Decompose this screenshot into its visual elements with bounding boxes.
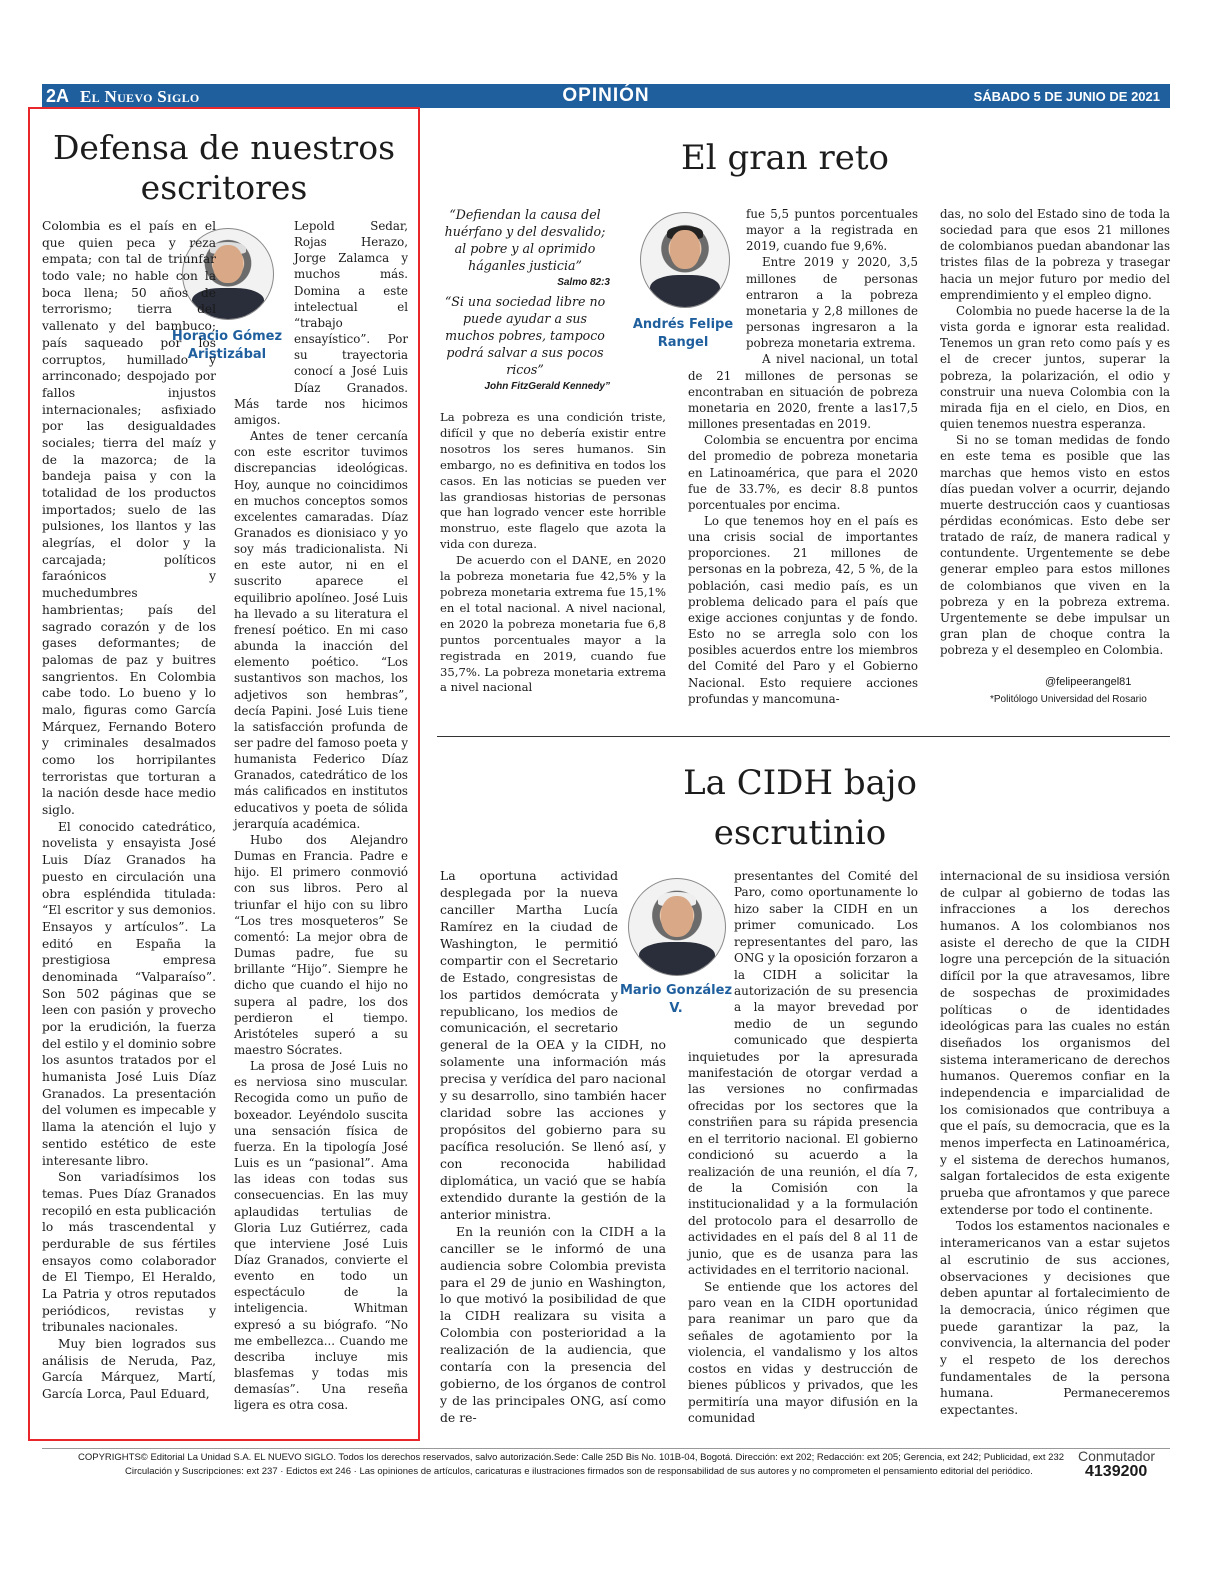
article3-column-1 (440, 868, 666, 1427)
paragraph: La prosa de José Luis no es nerviosa sino muscular. Recogida como un puño de boxeador. Leyéndolo suscita una sensación física de fuerza. En la tipología José Luis es un “pasional”. Ama las ideas con todas sus consecuencias. En las muy aplaudidas tertulias de Gloria Luz Gutiérrez, cada que interviene José Luis Díaz Granados, convierte el evento en todo un espectáculo de la inteligencia. Whitman expresó a su biógrafo. “No me embellezca... Cuando me describa incluye mis blasfemas y todas mis demasías”. Una reseña ligera es otra cosa. (234, 1059, 408, 1413)
issue-date: SÁBADO 5 DE JUNIO DE 2021 (973, 89, 1160, 104)
epigraph-source: Salmo 82:3 (557, 277, 610, 288)
article2-column-3 (940, 206, 1170, 658)
paragraph: das, no solo del Estado sino de toda la sociedad para que esos 21 millones de colombianos puedan abandonar las tristes filas de la pobreza y trasegar hacia un mejor futuro por medio del emprendimiento y el empleo digno. (940, 207, 1170, 302)
article-title-gran-reto: El gran reto (680, 138, 889, 178)
section-title: OPINIÓN (562, 85, 650, 106)
divider (437, 736, 1170, 737)
article3-column-3 (940, 868, 1170, 1419)
paragraph: Colombia no puede hacerse la de la vista gorda e ignorar esta realidad. Tenemos un gran reto como país y es el de crecer juntos, superar la pobreza, la polarización, el odio y construir una nueva Colombia con la mirada fija en el cielo, en Dios, en quien tenemos nuestra esperanza. (940, 303, 1170, 432)
article-title-cidh: La CIDH bajo escrutinio (683, 763, 917, 853)
footer-rule (42, 1448, 1170, 1449)
paragraph: De acuerdo con el DANE, en 2020 la pobreza monetaria fue 42,5% y la pobreza monetaria extrema fue 15,1% en el total nacional. A nivel nacional, en 2020 la pobreza monetaria fue 6,8 puntos porcentuales mayor a la registrada en 2019, cuando fue 35,7%. La pobreza monetaria extrema a nivel nacional (440, 553, 666, 695)
paragraph: El conocido catedrático, novelista y ensayista José Luis Díaz Granados ha puesto en circulación una obra espléndida titulada: “El escritor y sus demonios. Ensayos y artículos”. La editó en España la prestigiosa empresa denominada “Valparaíso”. Son 502 páginas que se leen con pasión y provecho por la erudición, la fuerza del estilo y el dominio sobre los asuntos tratados por el humanista José Luis Díaz Granados. La presentación del volumen es impecable y llama la atención el lujo y sentido estético de este interesante libro. (42, 819, 216, 1168)
paragraph: presentantes del Comité del Paro, como oportunamente lo hizo saber la CIDH en un primer comunicado. Los representantes del paro, las ONG y la oposición forzaron a la CIDH a solicitar la autorización de su presencia a la mayor brevedad por medio de un segundo comunicado que despierta inquietudes por la apresurada manifestación de otorgar verdad a las versiones no confirmadas ofrecidas por los sectores que la constriñen para su rápida presencia en el territorio nacional. El gobierno condicionó su acuerdo a la realización de una reunión, el día 7, de la Comisión con la institucionalidad y a la formulación del protocolo para el desarrollo de actividades en el país del 8 al 11 de junio, que es de usanza para las actividades en el territorio nacional. (688, 869, 918, 1278)
photo-float-spacer (618, 868, 666, 1036)
paragraph: La pobreza es una condición triste, difícil y que no debería existir entre nosotros los seres humanos. Sin embargo, no es definitiva en todos los casos. En las noticias se pueden ver las grandiosas historias de personas que han logrado vencer este horrible monstruo, este flagelo que azota la vida con dureza. (440, 410, 666, 552)
paragraph: En la reunión con la CIDH a la canciller se le informó de una audiencia sobre Colombia prevista para el 29 de junio en Washington, lo que motivó la posibilidad de que la CIDH realizara su visita a Colombia con posterioridad a la realización de la audiencia, que contaría con la presencia del gobierno, de los órganos de control y de las principales ONG, así como de re- (440, 1223, 666, 1425)
paragraph: Lo que tenemos hoy en el país es una crisis social de importantes proporciones. 21 millones de personas en la pobreza, 42, 5 %, de la población, casi medio país, es un problema delicado para el país que exige acciones conjuntas y de fondo. Esto no se arregla solo con los posibles acuerdos entre los miembros del Comité del Paro y el Gobierno Nacional. Esto requiere acciones profundas y mancomuna- (688, 513, 918, 706)
article-title-defensa: Defensa de nuestros escritores (52, 128, 396, 207)
footer-copyright: COPYRIGHTS© Editorial La Unidad S.A. EL NUEVO SIGLO. Todos los derechos reservados, salvo autorización.Sede: Calle 25D Bis No. 101B-04, Bogotá. Dirección: ext 202; Redacción: ext 205; Gerencia, ext 242; Publicidad, ext 232 (78, 1452, 1065, 1463)
author-twitter: @felipeerangel81 (1045, 676, 1132, 688)
switchboard-number: 4139200 (1085, 1463, 1148, 1480)
paragraph: Son variadísimos los temas. Pues Díaz Granados recopiló en esta publicación lo más trascendental y perdurable de sus fértiles ensayos como colaborador de El Tiempo, El Heraldo, La Patria y otros reputados periódicos, revistas y tribunales nacionales. (42, 1170, 216, 1335)
author-name-gonzalez: Mario González V. (619, 983, 733, 1016)
footer-disclaimer: Circulación y Suscripciones: ext 237 · Edictos ext 246 · Las opiniones de artículos, caricaturas e ilustraciones firmados son de responsabilidad de sus autores y no comprometen el pensamiento editorial del periódico. (125, 1466, 1033, 1477)
paragraph: Colombia se encuentra por encima del promedio de pobreza monetaria en Latinoamérica, que para el 2020 fue de 33.7%, es decir 8.8 puntos porcentuales por encima. (688, 433, 918, 512)
paragraph: fue 5,5 puntos porcentuales mayor a la registrada en 2019, cuando fue 9,6%. (746, 207, 918, 254)
paragraph: Lepold Sedar, Rojas Herazo, Jorge Zalamca y muchos más. Domina a este intelectual el “trabajo ensayístico”. Por su trayectoria conocí a José Luis Díaz Granados. Más tarde nos hicimos amigos. (234, 219, 408, 427)
section-header-bar (42, 84, 1170, 108)
article1-column-2 (234, 218, 408, 1414)
page-number: 2A (46, 86, 70, 106)
paragraph: internacional de su insidiosa versión de culpar al gobierno de todas las infracciones a los derechos humanos. A los colombianos nos asiste el derecho de que la CIDH logre una percepción de la situación difícil por la que atravesamos, libre de sospechas de proximidades políticas o de identidades ideológicas para las cuales no están diseñados los organismos del sistema interamericano de derechos humanos. Queremos confiar en la independencia e imparcialidad de los comisionados que contribuya a que el país, su democracia, que es la menos imperfecta en Latinoamérica, y el sistema de derechos humanos, salgan fortalecidos de esta exigente prueba que afrontamos y que parece extenderse por todo el continente. (940, 869, 1170, 1217)
paragraph: A nivel nacional, un total de 21 millones de personas se encontraban en situación de pobreza monetaria en 2020, frente a las17,5 millones presentadas en 2019. (688, 352, 918, 432)
article2-column-1 (440, 410, 666, 696)
author-name-rangel: Andrés Felipe Rangel (632, 317, 734, 350)
epigraph-text: “Defiendan la causa del huérfano y del desvalido; al pobre y al oprimido háganles justicia” (444, 207, 606, 273)
paragraph: Se entiende que los actores del paro vean en la CIDH oportunidad para reanimar un paro que da señales de agotamiento por la violencia, el vandalismo y los altos costos en vidas y destrucción de bienes públicos y privados, que les permitiría una mayor difusión en la comunidad (688, 1279, 918, 1425)
photo-float-spacer (688, 868, 734, 1036)
author-credit: *Politólogo Universidad del Rosario (990, 694, 1147, 705)
photo-float-spacer (230, 218, 294, 390)
paragraph: Colombia es el país en el que quien peca y reza empata; con tal de triunfar todo vale; no hable con la boca llena; 50 años de terrorismo; tierra del vallenato y del bambuco; país saqueado por los corruptos, humillado y arrinconado; despojado por fallos injustos internacionales; asfixiado por las desigualdades sociales; tierra del maíz y de la mazorca; de la bandeja paisa y con la totalidad de los productos importados; suelo de las pulsiones, los llantos y las alegrías, el dolor y la carcajada; políticos faraónicos y muchedumbres hambrientas; país del sagrado corazón y de los gases deformantes; de palomas de paz y buitres sangrientos. En Colombia cabe todo. Lo bueno y lo malo, figuras como García Márquez, Fernando Botero y criminales desalmados como los horripilantes terroristas que torturan a la nación desde hace medio siglo. (42, 219, 216, 818)
article1-column-1 (42, 218, 216, 1403)
paragraph: Muy bien logrados sus análisis de Neruda, Paz, García Márquez, Martí, García Lorca, Paul Eduard, (42, 1337, 216, 1402)
paragraph: La oportuna actividad desplegada por la nueva canciller Martha Lucía Ramírez en la ciudad de Washington, le permitió compartir con el Secretario de Estado, congresistas de los partidos demócrata y republicano, los medios de comunicación, el secretario general de la OEA y la CIDH, no solamente una información más precisa y verídica del paro nacional y su desarrollo, sino también hacer claridad sobre las acciones y propósitos del gobierno para su pacífica resolución. Se llenó así, y con reconocida habilidad diplomática, un vació que se había extendido durante la gestión de la anterior ministra. (440, 868, 666, 1222)
article3-column-2 (688, 868, 918, 1426)
paragraph: Hubo dos Alejandro Dumas en Francia. Padre e hijo. El primero conmovió con sus libros. Pero al triunfar el hijo con su libro “Los tres mosqueteros” Se comentó: La mejor obra de Dumas padre, fue su brillante “Hijo”. Siempre he dicho que cuando el hijo no supera al padre, los dos perdieron el tiempo. Aristóteles superó a su maestro Sócrates. (234, 832, 408, 1057)
epigraph-text: “Si una sociedad libre no puede ayudar a sus muchos pobres, tampoco podrá salvar a sus pocos ricos” (444, 294, 606, 377)
author-name-gomez: Horacio Gómez Aristizábal (171, 329, 283, 362)
epigraph-salmo (440, 206, 610, 395)
paragraph: Si no se toman medidas de fondo en este tema es posible que las marchas que hemos visto en estos días puedan volver a ocurrir, dejando muerte destrucción caos y cuantiosas pérdidas económicas. Esto debe ser tratado de raíz, de manera radical y contundente. Urgentemente se debe generar empleo para estos millones de colombianos que viven en la pobreza y en la pobreza extrema. Urgentemente se debe impulsar un gran plan de choque contra la pobreza y el desempleo en Colombia. (940, 433, 1170, 658)
switchboard-label: Conmutador (1078, 1448, 1156, 1464)
paragraph: Entre 2019 y 2020, 3,5 millones de personas entraron a la pobreza monetaria y 2,8 millones de personas ingresaron a la pobreza monetaria extrema. (746, 255, 918, 351)
newspaper-name: El Nuevo Siglo (80, 87, 200, 106)
paragraph: Todos los estamentos nacionales e interamericanos van a estar sujetos al escrutinio de sus acciones, observaciones y decisiones que deben apuntar al fortalecimiento de la democracia, único régimen que puede garantizar la paz, la convivencia, la alternancia del poder y el respeto de los derechos fundamentales de la persona humana. Permaneceremos expectantes. (940, 1219, 1170, 1417)
paragraph: Antes de tener cercanía con este escritor tuvimos discrepancias ideológicas. Hoy, aunque no coincidimos en muchos conceptos somos excelentes camaradas. Díaz Granados es dionisiaco y yo soy más tradicionalista. Ni en este autor, ni en el suscrito aparece el equilibrio apolíneo. José Luis ha llevado a su literatura el frenesí poético. En mi caso abunda la inacción del elemento poético. “Los sustantivos son machos, los adjetivos son hembras”, decía Papini. José Luis tiene la satisfacción profunda de ser padre del famoso poeta y humanista Federico Díaz Granados, catedrático de los más calificados en institutos educativos y poeta de sólida jerarquía académica. (234, 429, 408, 831)
epigraph-source: John FitzGerald Kennedy” (484, 381, 610, 392)
article2-column-2 (688, 206, 918, 707)
photo-float-spacer (688, 206, 746, 356)
